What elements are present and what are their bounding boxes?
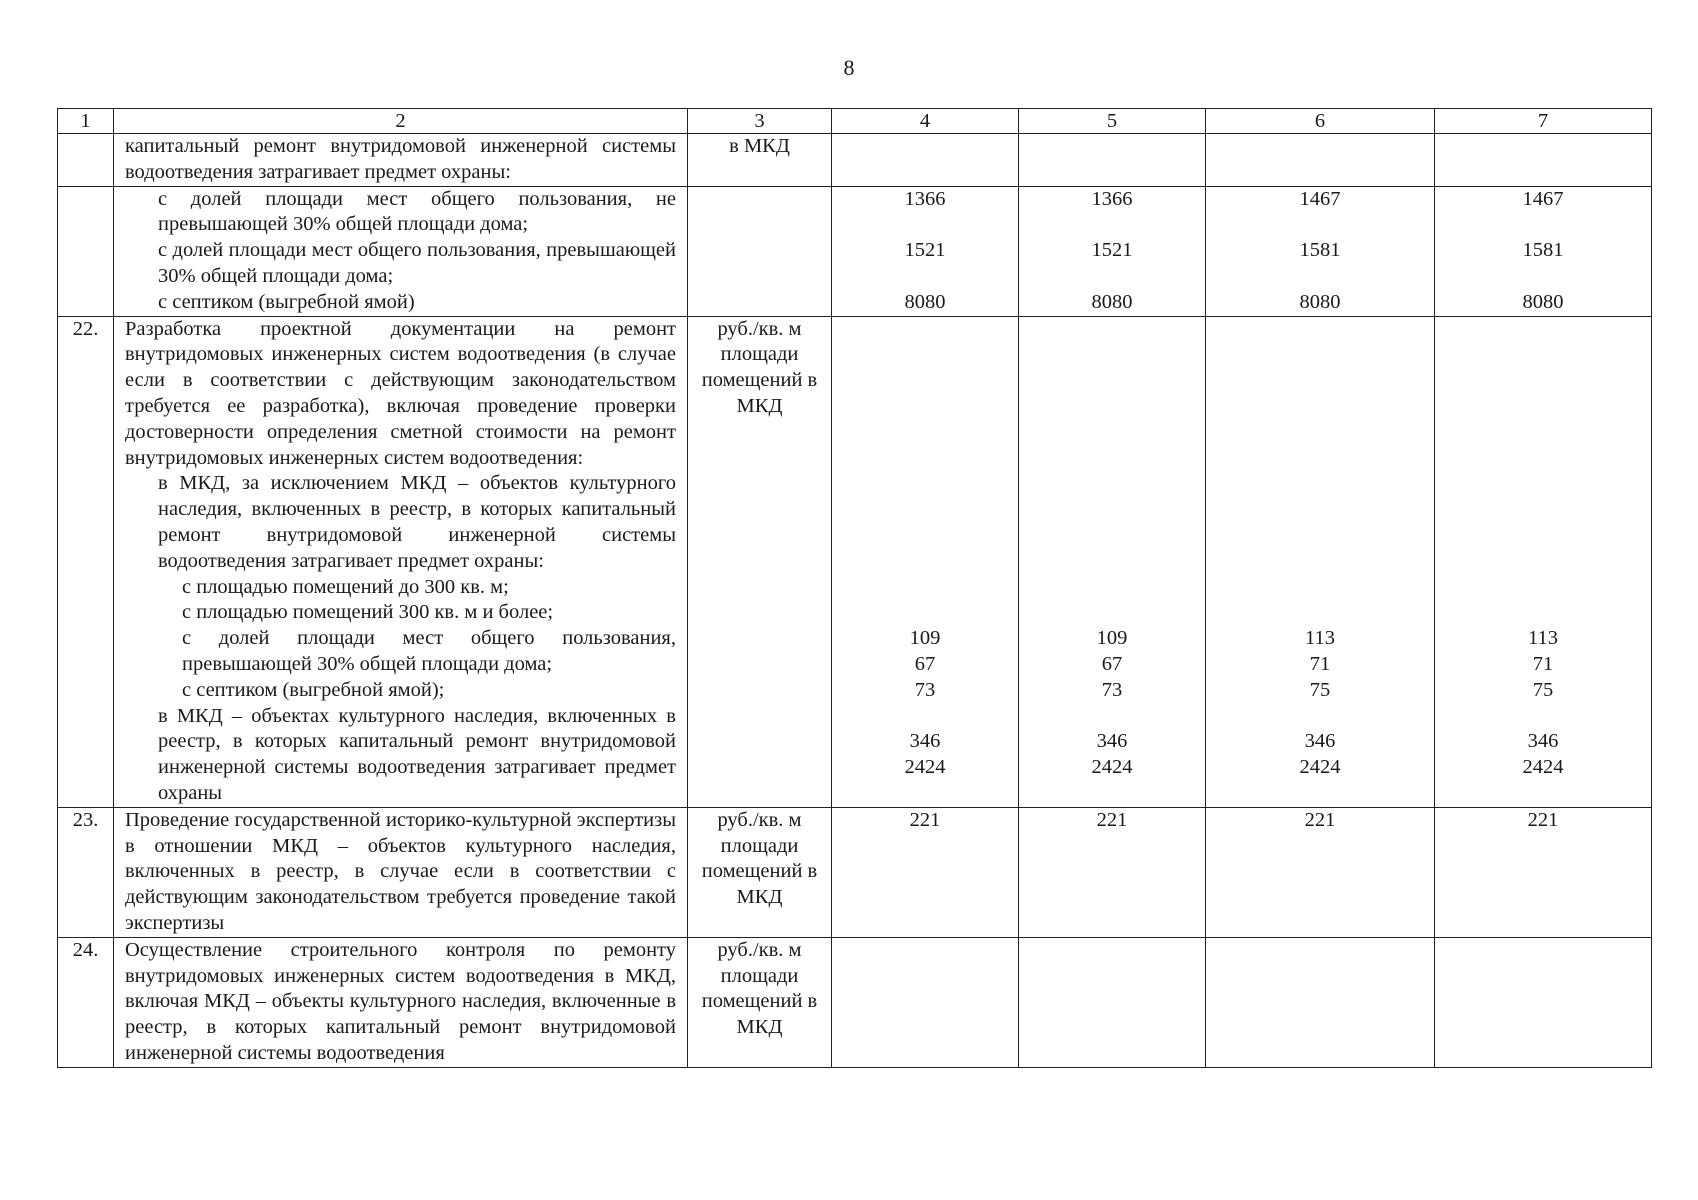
value-line — [832, 549, 1018, 575]
value-line — [1019, 368, 1205, 394]
value-line — [1435, 600, 1651, 626]
row-number: 23. — [58, 807, 114, 937]
value-line — [1435, 471, 1651, 497]
value-line: 2424 — [1299, 756, 1341, 779]
value-line — [1206, 497, 1434, 523]
value-line: 71 — [1532, 652, 1554, 675]
value-line — [1019, 446, 1205, 472]
value-cell — [832, 937, 1019, 1067]
value-line — [1206, 704, 1434, 730]
value-cell — [832, 807, 1019, 937]
column-number-header-row — [58, 109, 1652, 134]
value-line — [1435, 549, 1651, 575]
description-paragraph: в МКД, за исключением МКД – объектов культурного наследия, включенных в реестр, в которых капитальный ремонт внутридомовой инженерной системы водоотведения затрагивает предмет охраны: — [158, 472, 676, 572]
value-line: 1581 — [1522, 239, 1564, 262]
row-unit — [688, 186, 832, 316]
value-line: 109 — [909, 627, 941, 650]
value-line — [832, 317, 1018, 343]
value-line — [1019, 264, 1205, 290]
value-line — [1206, 368, 1434, 394]
value-line: 2424 — [1522, 756, 1564, 779]
description-paragraph: в МКД – объектах культурного наследия, включенных в реестр, в которых капитальный ремонт внутридомовой инженерной системы водоотведения затрагивает предмет охраны — [158, 704, 676, 804]
row-description — [114, 937, 688, 1067]
value-line: 221 — [1096, 808, 1128, 831]
value-line — [1206, 575, 1434, 601]
value-line — [832, 212, 1018, 238]
value-line: 346 — [1527, 730, 1559, 753]
value-line: 2424 — [904, 756, 946, 779]
column-header: 2 — [114, 109, 688, 134]
column-header: 1 — [58, 109, 114, 134]
value-line: 1366 — [904, 187, 946, 210]
value-line: 1521 — [1091, 239, 1133, 262]
value-line — [1435, 938, 1651, 964]
value-line — [832, 471, 1018, 497]
value-cell — [1206, 937, 1435, 1067]
value-line — [1206, 549, 1434, 575]
description-paragraph: с долей площади мест общего пользования, не превышающей 30% общей площади дома; — [158, 187, 676, 236]
value-line — [1435, 497, 1651, 523]
value-line — [1019, 600, 1205, 626]
value-line: 1467 — [1522, 187, 1564, 210]
value-line — [1019, 704, 1205, 730]
value-line — [1206, 342, 1434, 368]
value-line — [832, 368, 1018, 394]
value-line — [1435, 317, 1651, 343]
value-line: 75 — [1532, 678, 1554, 701]
value-line: 2424 — [1091, 756, 1133, 779]
value-line: 75 — [1309, 678, 1331, 701]
value-line: 1467 — [1299, 187, 1341, 210]
table-row — [58, 937, 1652, 1067]
row-unit: в МКД — [688, 134, 832, 187]
value-line — [832, 394, 1018, 420]
row-unit: руб./кв. м площади помещений в МКД — [688, 807, 832, 937]
value-cell — [832, 134, 1019, 187]
description-paragraph: с площадью помещений до 300 кв. м; — [182, 575, 509, 598]
value-line: 1366 — [1091, 187, 1133, 210]
value-line: 221 — [909, 808, 941, 831]
value-cell — [1435, 134, 1652, 187]
value-line — [1206, 600, 1434, 626]
value-line — [1435, 342, 1651, 368]
value-line — [1435, 446, 1651, 472]
value-line: 67 — [1101, 652, 1123, 675]
value-line — [832, 134, 1018, 160]
row-description — [114, 134, 688, 187]
value-line — [1206, 523, 1434, 549]
value-cell — [1206, 186, 1435, 316]
value-line: 8080 — [904, 290, 946, 313]
value-line — [1019, 134, 1205, 160]
value-line — [1019, 342, 1205, 368]
value-line — [1206, 420, 1434, 446]
value-line — [1206, 134, 1434, 160]
value-cell — [832, 186, 1019, 316]
value-line — [832, 523, 1018, 549]
column-header: 4 — [832, 109, 1019, 134]
value-cell — [1019, 186, 1206, 316]
description-paragraph: с долей площади мест общего пользования, превышающей 30% общей площади дома; — [182, 627, 676, 675]
value-line — [1019, 575, 1205, 601]
value-line: 8080 — [1091, 290, 1133, 313]
value-line — [1019, 212, 1205, 238]
table-row — [58, 807, 1652, 937]
column-header: 6 — [1206, 109, 1435, 134]
value-cell — [1435, 807, 1652, 937]
description-paragraph: с площадью помещений 300 кв. м и более; — [182, 601, 554, 624]
value-line: 71 — [1309, 652, 1331, 675]
description-paragraph: капитальный ремонт внутридомовой инженерной системы водоотведения затрагивает предмет охраны: — [125, 135, 676, 183]
tariff-table — [57, 108, 1652, 1068]
column-header: 7 — [1435, 109, 1652, 134]
row-unit: руб./кв. м площади помещений в МКД — [688, 316, 832, 807]
value-line — [1435, 575, 1651, 601]
value-line — [1206, 212, 1434, 238]
description-paragraph: с долей площади мест общего пользования, превышающей 30% общей площади дома; — [158, 239, 676, 287]
value-line — [1206, 938, 1434, 964]
value-line: 1521 — [904, 239, 946, 262]
description-paragraph: с септиком (выгребной ямой) — [158, 290, 415, 313]
value-line: 8080 — [1299, 290, 1341, 313]
value-line — [1435, 523, 1651, 549]
value-line — [832, 704, 1018, 730]
value-line — [1019, 317, 1205, 343]
value-line — [1019, 420, 1205, 446]
value-line — [832, 264, 1018, 290]
value-line — [1206, 446, 1434, 472]
row-unit: руб./кв. м площади помещений в МКД — [688, 937, 832, 1067]
value-line: 346 — [909, 730, 941, 753]
value-line — [832, 342, 1018, 368]
value-cell — [1019, 807, 1206, 937]
value-line — [1435, 420, 1651, 446]
value-line — [1206, 394, 1434, 420]
value-cell — [1206, 134, 1435, 187]
value-line: 8080 — [1522, 290, 1564, 313]
row-description — [114, 807, 688, 937]
row-description — [114, 186, 688, 316]
value-cell — [1019, 134, 1206, 187]
value-line: 113 — [1528, 627, 1558, 650]
value-line — [832, 938, 1018, 964]
value-line — [832, 446, 1018, 472]
row-number: 22. — [58, 316, 114, 807]
value-line: 73 — [1101, 678, 1123, 701]
value-cell — [1206, 316, 1435, 807]
value-line — [832, 575, 1018, 601]
value-line: 221 — [1304, 808, 1336, 831]
value-line — [1435, 264, 1651, 290]
description-paragraph: с септиком (выгребной ямой); — [182, 678, 445, 701]
value-line — [832, 497, 1018, 523]
value-cell — [1435, 316, 1652, 807]
value-line: 67 — [914, 652, 936, 675]
value-line — [1019, 549, 1205, 575]
value-line: 109 — [1096, 627, 1128, 650]
description-paragraph: Проведение государственной историко-культурной экспертизы в отношении МКД – объектов культурного наследия, включенных в реестр, в случае если в соответствии с действующим законодательством требуется проведение такой экспертизы — [125, 808, 676, 934]
value-line — [1019, 938, 1205, 964]
value-line — [832, 600, 1018, 626]
value-cell — [832, 316, 1019, 807]
value-line — [832, 420, 1018, 446]
value-line — [1206, 471, 1434, 497]
value-line — [1435, 212, 1651, 238]
value-line: 346 — [1304, 730, 1336, 753]
column-header: 5 — [1019, 109, 1206, 134]
value-line — [1206, 317, 1434, 343]
value-cell — [1019, 316, 1206, 807]
description-paragraph: Осуществление строительного контроля по ремонту внутридомовых инженерных систем водоотведения в МКД, включая МКД – объекты культурного наследия, включенные в реестр, в которых капитальный ремонт внутридомовой инженерной системы водоотведения — [125, 938, 676, 1064]
table-row — [58, 316, 1652, 807]
value-line — [1019, 523, 1205, 549]
value-line — [1435, 394, 1651, 420]
value-line: 73 — [914, 678, 936, 701]
row-description — [114, 316, 688, 807]
value-line: 113 — [1305, 627, 1335, 650]
page-number: 8 — [843, 55, 855, 80]
value-line — [1435, 368, 1651, 394]
value-line: 221 — [1527, 808, 1559, 831]
value-line — [1019, 394, 1205, 420]
row-number — [58, 134, 114, 187]
value-line: 1581 — [1299, 239, 1341, 262]
value-line — [1019, 471, 1205, 497]
description-paragraph: Разработка проектной документации на ремонт внутридомовых инженерных систем водоотведения (в случае если в соответствии с действующим законодательством требуется ее разработка), включая проведение проверки достоверности определения сметной стоимости на ремонт внутридомовых инженерных систем водоотведения: — [125, 317, 676, 469]
value-cell — [1206, 807, 1435, 937]
value-cell — [1435, 937, 1652, 1067]
column-header: 3 — [688, 109, 832, 134]
row-number — [58, 186, 114, 316]
value-cell — [1019, 937, 1206, 1067]
value-line — [1019, 497, 1205, 523]
value-line — [1206, 264, 1434, 290]
table-row — [58, 186, 1652, 316]
table-row — [58, 134, 1652, 187]
value-line: 346 — [1096, 730, 1128, 753]
value-line — [1435, 704, 1651, 730]
value-cell — [1435, 186, 1652, 316]
row-number: 24. — [58, 937, 114, 1067]
value-line — [1435, 134, 1651, 160]
